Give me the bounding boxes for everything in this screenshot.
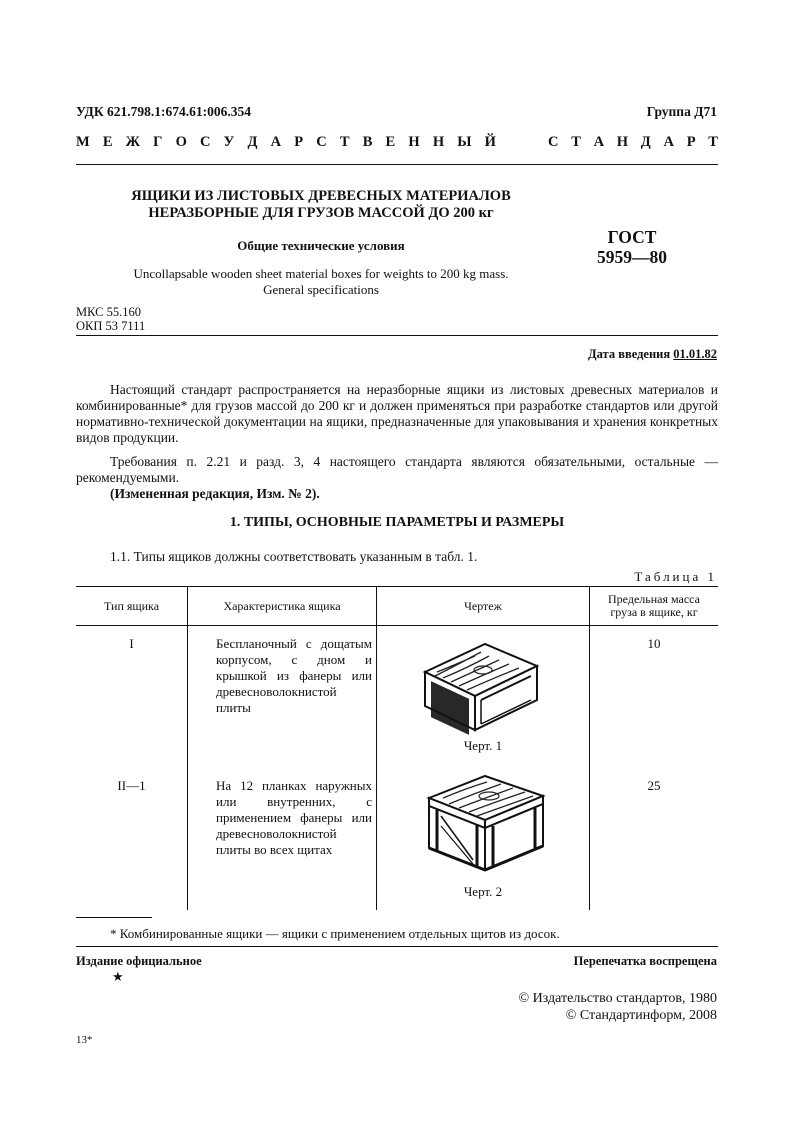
banner-left-letter: А (270, 134, 282, 150)
box-type-i-drawing (377, 626, 581, 738)
banner-left-letter: Р (294, 134, 304, 150)
section-title: 1. ТИПЫ, ОСНОВНЫЕ ПАРАМЕТРЫ И РАЗМЕРЫ (229, 515, 565, 530)
copyright-block (519, 990, 717, 1024)
banner-left-letter: Т (339, 134, 350, 150)
paragraph-revision-note: (Измененная редакция, Изм. № 2). (110, 486, 320, 501)
banner-right-word (548, 134, 718, 151)
copyright-line-1: © Издательство стандартов, 1980 (518, 991, 717, 1006)
row1-drawing-cell (377, 626, 590, 768)
banner-left-letter: Н (408, 134, 420, 150)
mks-code: МКС 55.160 (76, 305, 141, 319)
intro-date (588, 347, 717, 362)
box-type-ii-drawing (377, 768, 581, 884)
paragraph-scope: Настоящий стандарт распространяется на неразборные ящики из листовых древесных материалов и комбинированные* для грузов массой до 200 кг и должен применяться при разработке стандартов или другой нормативно-технической документации на ящики, предназначенные для упаковывания и хранения конкретных видов продукции. (76, 382, 718, 445)
english-title-line-1: Uncollapsable wooden sheet material boxes for weights to 200 kg mass. (133, 266, 509, 281)
row1-characteristic: Беспланочный с дощатым корпусом, с дном и крышкой из фанеры или древесноволокнистой плиты (188, 626, 377, 768)
banner-left-word (76, 134, 496, 151)
banner-left-letter: В (362, 134, 373, 150)
banner-right-letter: Т (708, 134, 718, 150)
table-row (76, 626, 718, 768)
header-characteristic: Характеристика ящика (188, 587, 377, 626)
row2-type: II—1 (117, 777, 146, 793)
official-edition: Издание официальное (76, 954, 202, 968)
banner-right-letter: А (663, 134, 674, 150)
header-rule (76, 164, 718, 165)
table-caption: Таблица 1 (634, 569, 717, 584)
gost-number: 5959—80 (597, 247, 667, 267)
banner-left-letter: Ж (125, 134, 141, 150)
copyright-line-2: © Стандартинформ, 2008 (565, 1008, 717, 1023)
banner-left-letter: О (175, 134, 187, 150)
group-code: Группа Д71 (646, 104, 717, 119)
banner-left-letter: Й (484, 134, 496, 150)
banner-right-letter: А (593, 134, 605, 150)
banner-right-letter: С (548, 134, 559, 150)
title-line-2: НЕРАЗБОРНЫЕ ДЛЯ ГРУЗОВ МАССОЙ ДО 200 кг (148, 205, 494, 221)
banner-right-letter: Р (686, 134, 696, 150)
banner-left-letter: Г (153, 134, 163, 150)
row1-mass: 10 (590, 626, 719, 768)
banner-left-letter: С (200, 134, 211, 150)
row2-characteristic: На 12 планках наружных или внутренних, с применением фанеры или древесноволокнистой плиты во всех щитах (188, 768, 377, 910)
row1-type: I (129, 636, 134, 651)
header-mass: Предельная масса груза в ящике, кг (590, 587, 719, 626)
footer-rule (76, 946, 718, 947)
footnote-rule (76, 917, 152, 918)
banner-left-letter: Ы (457, 134, 472, 150)
paragraph-clause-1-1: 1.1. Типы ящиков должны соответствовать указанным в табл. 1. (110, 549, 478, 564)
banner-right-letter: Н (616, 134, 629, 150)
banner-left-letter: Е (102, 134, 113, 150)
gost-designation (586, 227, 678, 267)
banner-left-letter: У (223, 134, 235, 150)
banner-left-letter: Е (385, 134, 396, 150)
row2-drawing-caption: Черт. 2 (463, 883, 503, 899)
udk-code: УДК 621.798.1:674.61:006.354 (76, 104, 251, 119)
english-title (76, 266, 566, 298)
banner-right-letter: Д (640, 134, 651, 150)
page-number: 13* (76, 1034, 93, 1046)
reprint-prohibited: Перепечатка воспрещена (573, 954, 717, 968)
footnote: * Комбинированные ящики — ящики с применением отдельных щитов из досок. (110, 926, 560, 941)
document-subtitle: Общие технические условия (237, 238, 405, 253)
title-line-1: ЯЩИКИ ИЗ ЛИСТОВЫХ ДРЕВЕСНЫХ МАТЕРИАЛОВ (131, 188, 511, 204)
header-type: Тип ящика (76, 587, 188, 626)
table-row (76, 768, 718, 910)
star-icon: ★ (112, 969, 124, 984)
banner-left-letter: М (76, 134, 90, 150)
document-title (76, 188, 566, 222)
classification-rule (76, 335, 718, 336)
intro-date-label: Дата введения (588, 347, 671, 361)
intro-date-value: 01.01.82 (673, 347, 717, 361)
paragraph-requirements: Требования п. 2.21 и разд. 3, 4 настоящего стандарта являются обязательными, остальные — рекомендуемыми. (76, 454, 718, 485)
box-types-table (76, 586, 718, 910)
standard-banner (76, 134, 718, 151)
row1-drawing-caption: Черт. 1 (463, 738, 503, 753)
gost-label: ГОСТ (607, 227, 657, 247)
english-title-line-2: General specifications (263, 282, 379, 297)
row2-mass: 25 (590, 768, 719, 910)
banner-left-letter: Д (247, 134, 258, 150)
row2-drawing-cell (377, 768, 590, 910)
okp-code: ОКП 53 7111 (76, 319, 146, 333)
banner-left-letter: С (316, 134, 327, 150)
table-header-row (76, 587, 718, 626)
header-drawing: Чертеж (377, 587, 590, 626)
banner-right-letter: Т (571, 134, 581, 150)
banner-left-letter: Н (432, 134, 445, 150)
classification-codes (76, 305, 145, 333)
